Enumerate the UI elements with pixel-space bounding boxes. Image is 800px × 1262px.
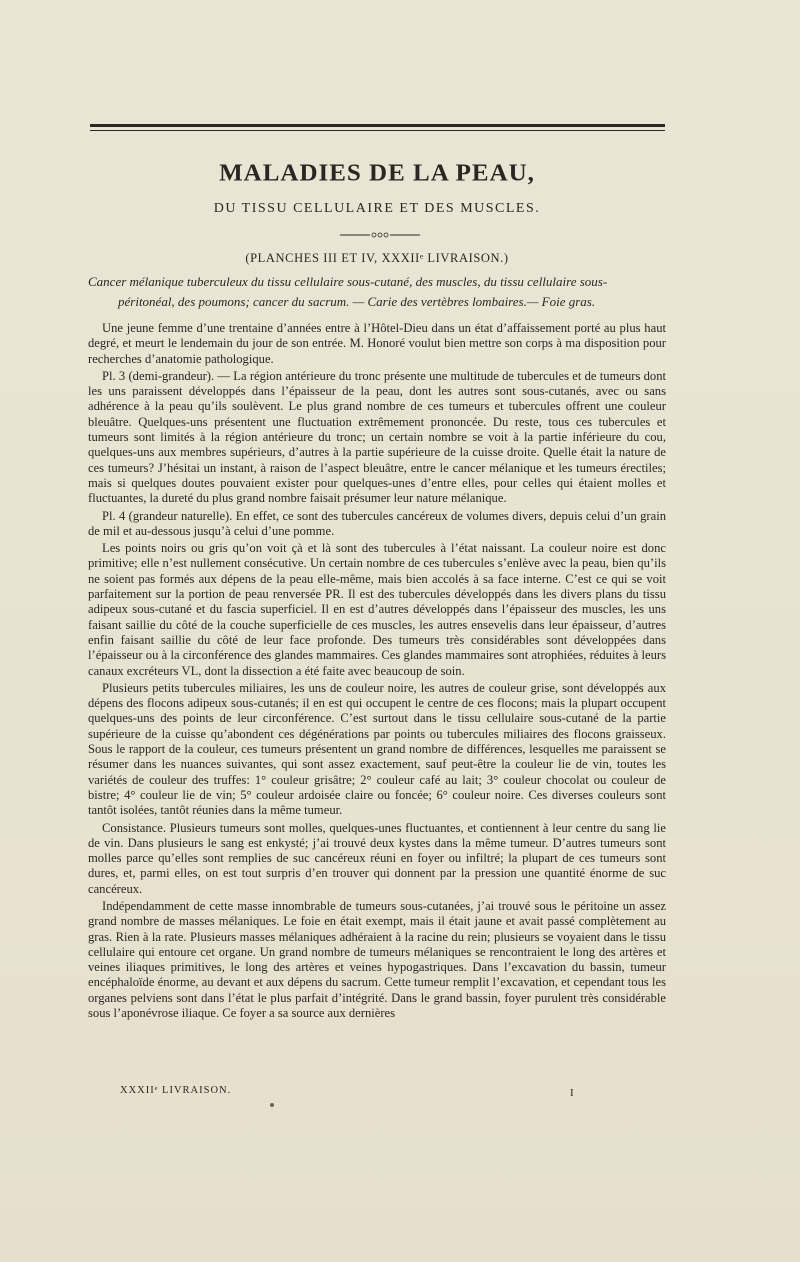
page-title: MALADIES DE LA PEAU, bbox=[219, 160, 535, 187]
abstract-line-1: Cancer mélanique tuberculeux du tissu cellulaire sous-cutané, des muscles, du tissu cellulaire sous- bbox=[88, 274, 608, 289]
paragraph: Une jeune femme d’une trentaine d’années entre à l’Hôtel-Dieu dans un état d’affaissement porté au plus haut degré, et meurt le lendemain du jour de son entrée. M. Honoré voulut bien mettre son corps à ma disposition pour recherches d’anatomie pathologique. bbox=[88, 321, 666, 366]
header-rule-thick bbox=[90, 124, 665, 127]
footer-page-mark: I bbox=[570, 1087, 574, 1099]
footer-livraison: XXXIIᵉ LIVRAISON. bbox=[120, 1085, 232, 1096]
paragraph: Plusieurs petits tubercules miliaires, les uns de couleur noire, les autres de couleur grise, sont développés aux dépens des flocons adipeux sous-cutanés; il en est qui occupent le centre de ces flocons; mais la plupart occupent quelques-uns des points de leur circonférence. C’est surtout dans le tissu cellulaire sous-cutané de la partie supérieure de la cuisse qu’abondent ces dégénérations par points ou tubercules miliaires des flocons graisseux. Sous le rapport de la couleur, ces tumeurs présentent un grand nombre de différences, lesquelles me paraissent se résumer dans les nuances suivantes, qui sont assez exactement, sauf peut-être la couleur lie de vin, toutes les variétés de couleur des truffes: 1° couleur grisâtre; 2° couleur café au lait; 3° couleur chocolat ou couleur de bistre; 4° couleur lie de vin; 5° couleur ardoisée claire ou foncée; 6° couleur noire. Ces diverses couleurs sont tantôt isolées, tantôt réunies dans la même tumeur. bbox=[88, 680, 666, 818]
abstract bbox=[88, 272, 668, 312]
paragraph: Pl. 3 (demi-grandeur). — La région antérieure du tronc présente une multitude de tubercules et de tumeurs dont les uns paraissent développés dans l’épaisseur de la peau, dont les autres sont sous-cutanés, avec ou sans adhérence à la peau qu’ils soulèvent. Le plus grand nombre de ces tumeurs et tubercules offrent une couleur bleuâtre. Quelques-uns présentent une fluctuation extrêmement prononcée. Du reste, tous ces tubercules et tumeurs sont limités à la région antérieure du tronc; un certain nombre se voit à la partie inférieure du cou, quelques-uns aux membres supérieurs, d’autres à la partie supérieure de la cuisse droite. Quelle était la nature de ces tumeurs? J’hésitai un instant, à raison de l’aspect bleuâtre, entre le cancer mélanique et les tumeurs érectiles; mais si quelques doutes pouvaient exister pour quelques-unes d’entre elles, pour celles qui étaient molles et fluctuantes, la dureté du plus grand nombre faisait présumer leur nature mélanique. bbox=[88, 368, 666, 506]
ornament-divider bbox=[340, 232, 420, 238]
planches-reference: (PLANCHES III ET IV, XXXIIᵉ LIVRAISON.) bbox=[245, 251, 509, 265]
header-rule-thin bbox=[90, 130, 665, 131]
paragraph: Indépendamment de cette masse innombrable de tumeurs sous-cutanées, j’ai trouvé sous le péritoine un assez grand nombre de masses mélaniques. Le foie en était exempt, mais il était jaune et avait passé complètement au gras. Rien à la rate. Plusieurs masses mélaniques adhéraient à la racine du rein; plusieurs se voyaient dans le tissu cellulaire qui entoure cet organe. Un grand nombre de tumeurs mélaniques se rencontraient le long des artères et veines iliaques primitives, le long des artères et veines hypogastriques. Dans l’excavation du bassin, tumeur encéphaloïde énorme, au devant et aux dépens du sacrum. Cette tumeur remplit l’excavation, et cependant tous les organes pelviens sont dans l’état le plus parfait d’intégrité. Dans le grand bassin, foyer purulent très considérable sous l’aponévrose iliaque. Ce foyer a sa source aux dernières bbox=[88, 898, 666, 1021]
abstract-line-2: péritonéal, des poumons; cancer du sacrum. — Carie des vertèbres lombaires.— Foie gras. bbox=[118, 294, 596, 309]
body-text bbox=[88, 321, 666, 1023]
page-subtitle: DU TISSU CELLULAIRE ET DES MUSCLES. bbox=[213, 201, 541, 216]
ink-speck bbox=[270, 1103, 274, 1107]
paragraph: Consistance. Plusieurs tumeurs sont molles, quelques-unes fluctuantes, et contiennent à leur centre du sang lie de vin. Dans plusieurs le sang est enkysté; j’ai trouvé deux kystes dans la même tumeur. D’autres tumeurs sont molles parce qu’elles sont remplies de suc cancéreux réuni en foyer ou infiltré; la plupart de ces tumeurs sont dures, et, parmi elles, on est tout surpris d’en trouver qui donnent par la pression une quantité énorme de suc cancéreux. bbox=[88, 820, 666, 896]
paragraph: Les points noirs ou gris qu’on voit çà et là sont des tubercules à l’état naissant. La couleur noire est donc primitive; elle n’est nullement consécutive. Un certain nombre de ces tubercules s’enlève avec la peau, bien qu’ils ne soient pas formés aux dépens de la peau elle-même, mais bien accolés à sa face interne. C’est ce qui se voit parfaitement sur la portion de peau renversée PR. Il est des tubercules développés dans les divers plans du tissu adipeux sous-cutané et du fascia superficiel. Il en est d’autres développés dans l’épaisseur des muscles, les uns faisant saillie du côté de la couche superficielle de ces muscles, les autres ensevelis dans leur épaisseur, d’autres enfin faisant saillie du côté de leur face profonde. Des tumeurs très considérables sont développées dans l’épaisseur ou à la circonférence des glandes mammaires. Ces glandes mammaires sont atrophiées, réduites à leurs canaux excréteurs VL, dont la dissection a été faite avec beaucoup de soin. bbox=[88, 541, 666, 678]
paragraph: Pl. 4 (grandeur naturelle). En effet, ce sont des tubercules cancéreux de volumes divers, depuis celui d’un grain de mil et au-dessous jusqu’à celui d’une pomme. bbox=[88, 508, 666, 538]
